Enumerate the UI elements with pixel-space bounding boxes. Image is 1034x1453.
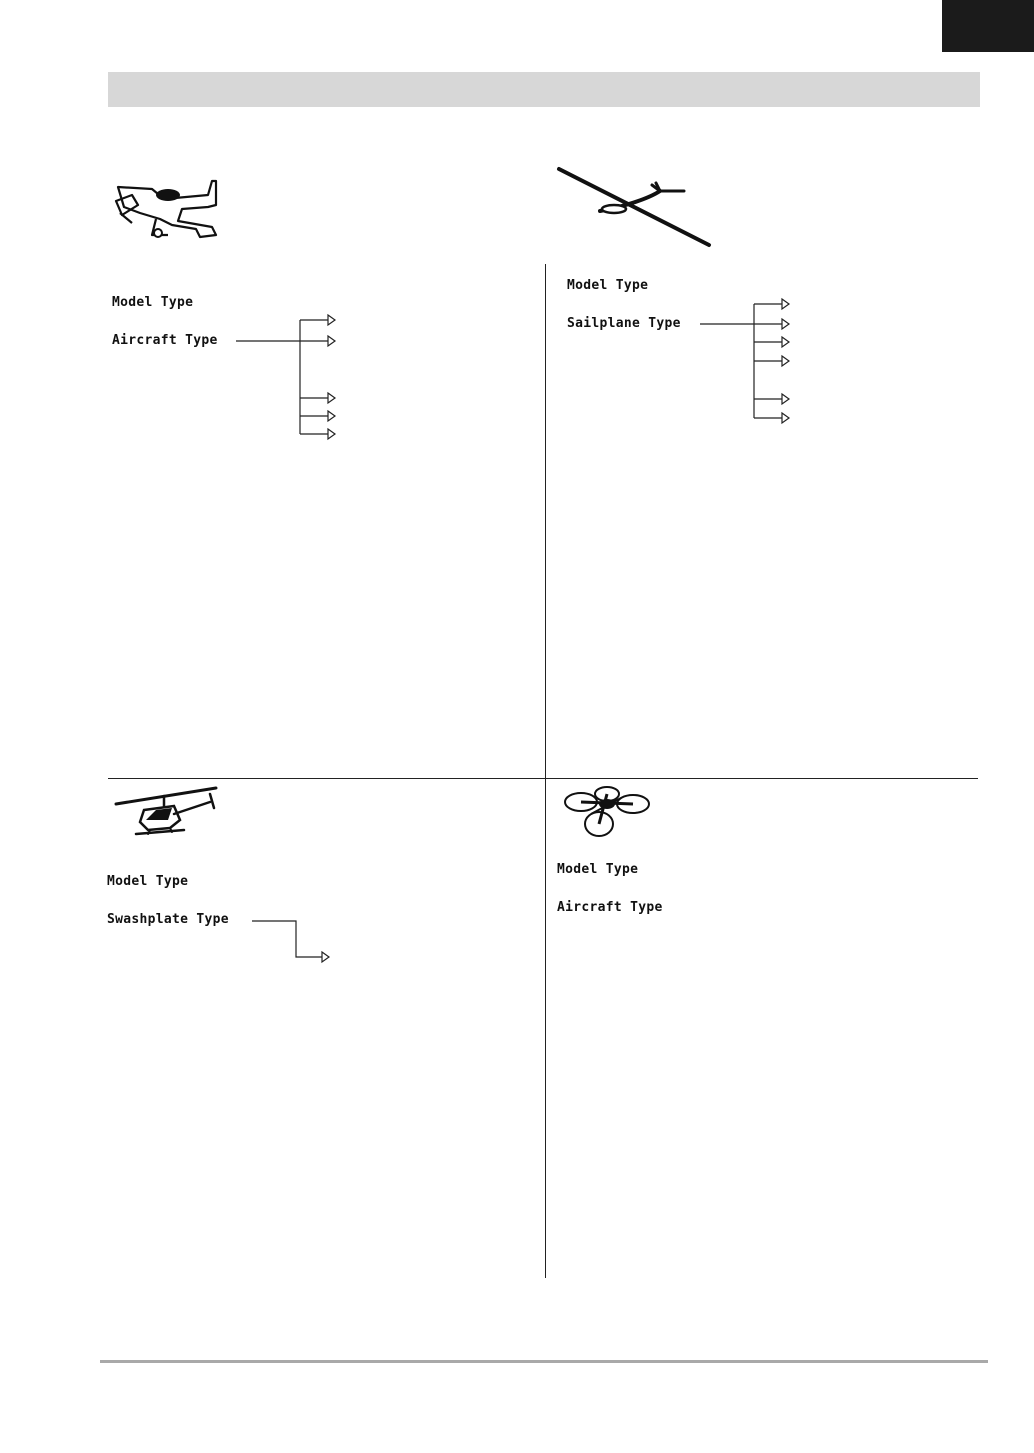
corner-tab <box>942 0 1034 52</box>
helicopter-type-tree <box>252 915 342 965</box>
footer-rule <box>100 1360 988 1363</box>
multirotor-aircraft-type-label: Aircraft Type <box>557 900 663 915</box>
helicopter-swashplate-type-label: Swashplate Type <box>107 912 229 927</box>
divider-vertical-bottom <box>545 778 546 1278</box>
sailplane-model-type-label: Model Type <box>567 278 649 293</box>
helicopter-model-type-label: Model Type <box>107 874 189 889</box>
multirotor-icon <box>563 784 653 840</box>
section-header-bar <box>108 72 980 107</box>
sailplane-type-tree <box>700 297 800 427</box>
airplane-icon <box>112 175 224 240</box>
multirotor-model-type-label: Model Type <box>557 862 639 877</box>
divider-horizontal <box>108 778 978 779</box>
airplane-aircraft-type-label: Aircraft Type <box>112 333 218 348</box>
helicopter-icon <box>114 786 222 840</box>
airplane-model-type-label: Model Type <box>112 295 194 310</box>
divider-vertical-top <box>545 264 546 778</box>
sailplane-type-label: Sailplane Type <box>567 316 681 331</box>
airplane-type-tree <box>236 314 346 444</box>
sailplane-icon <box>556 165 716 250</box>
